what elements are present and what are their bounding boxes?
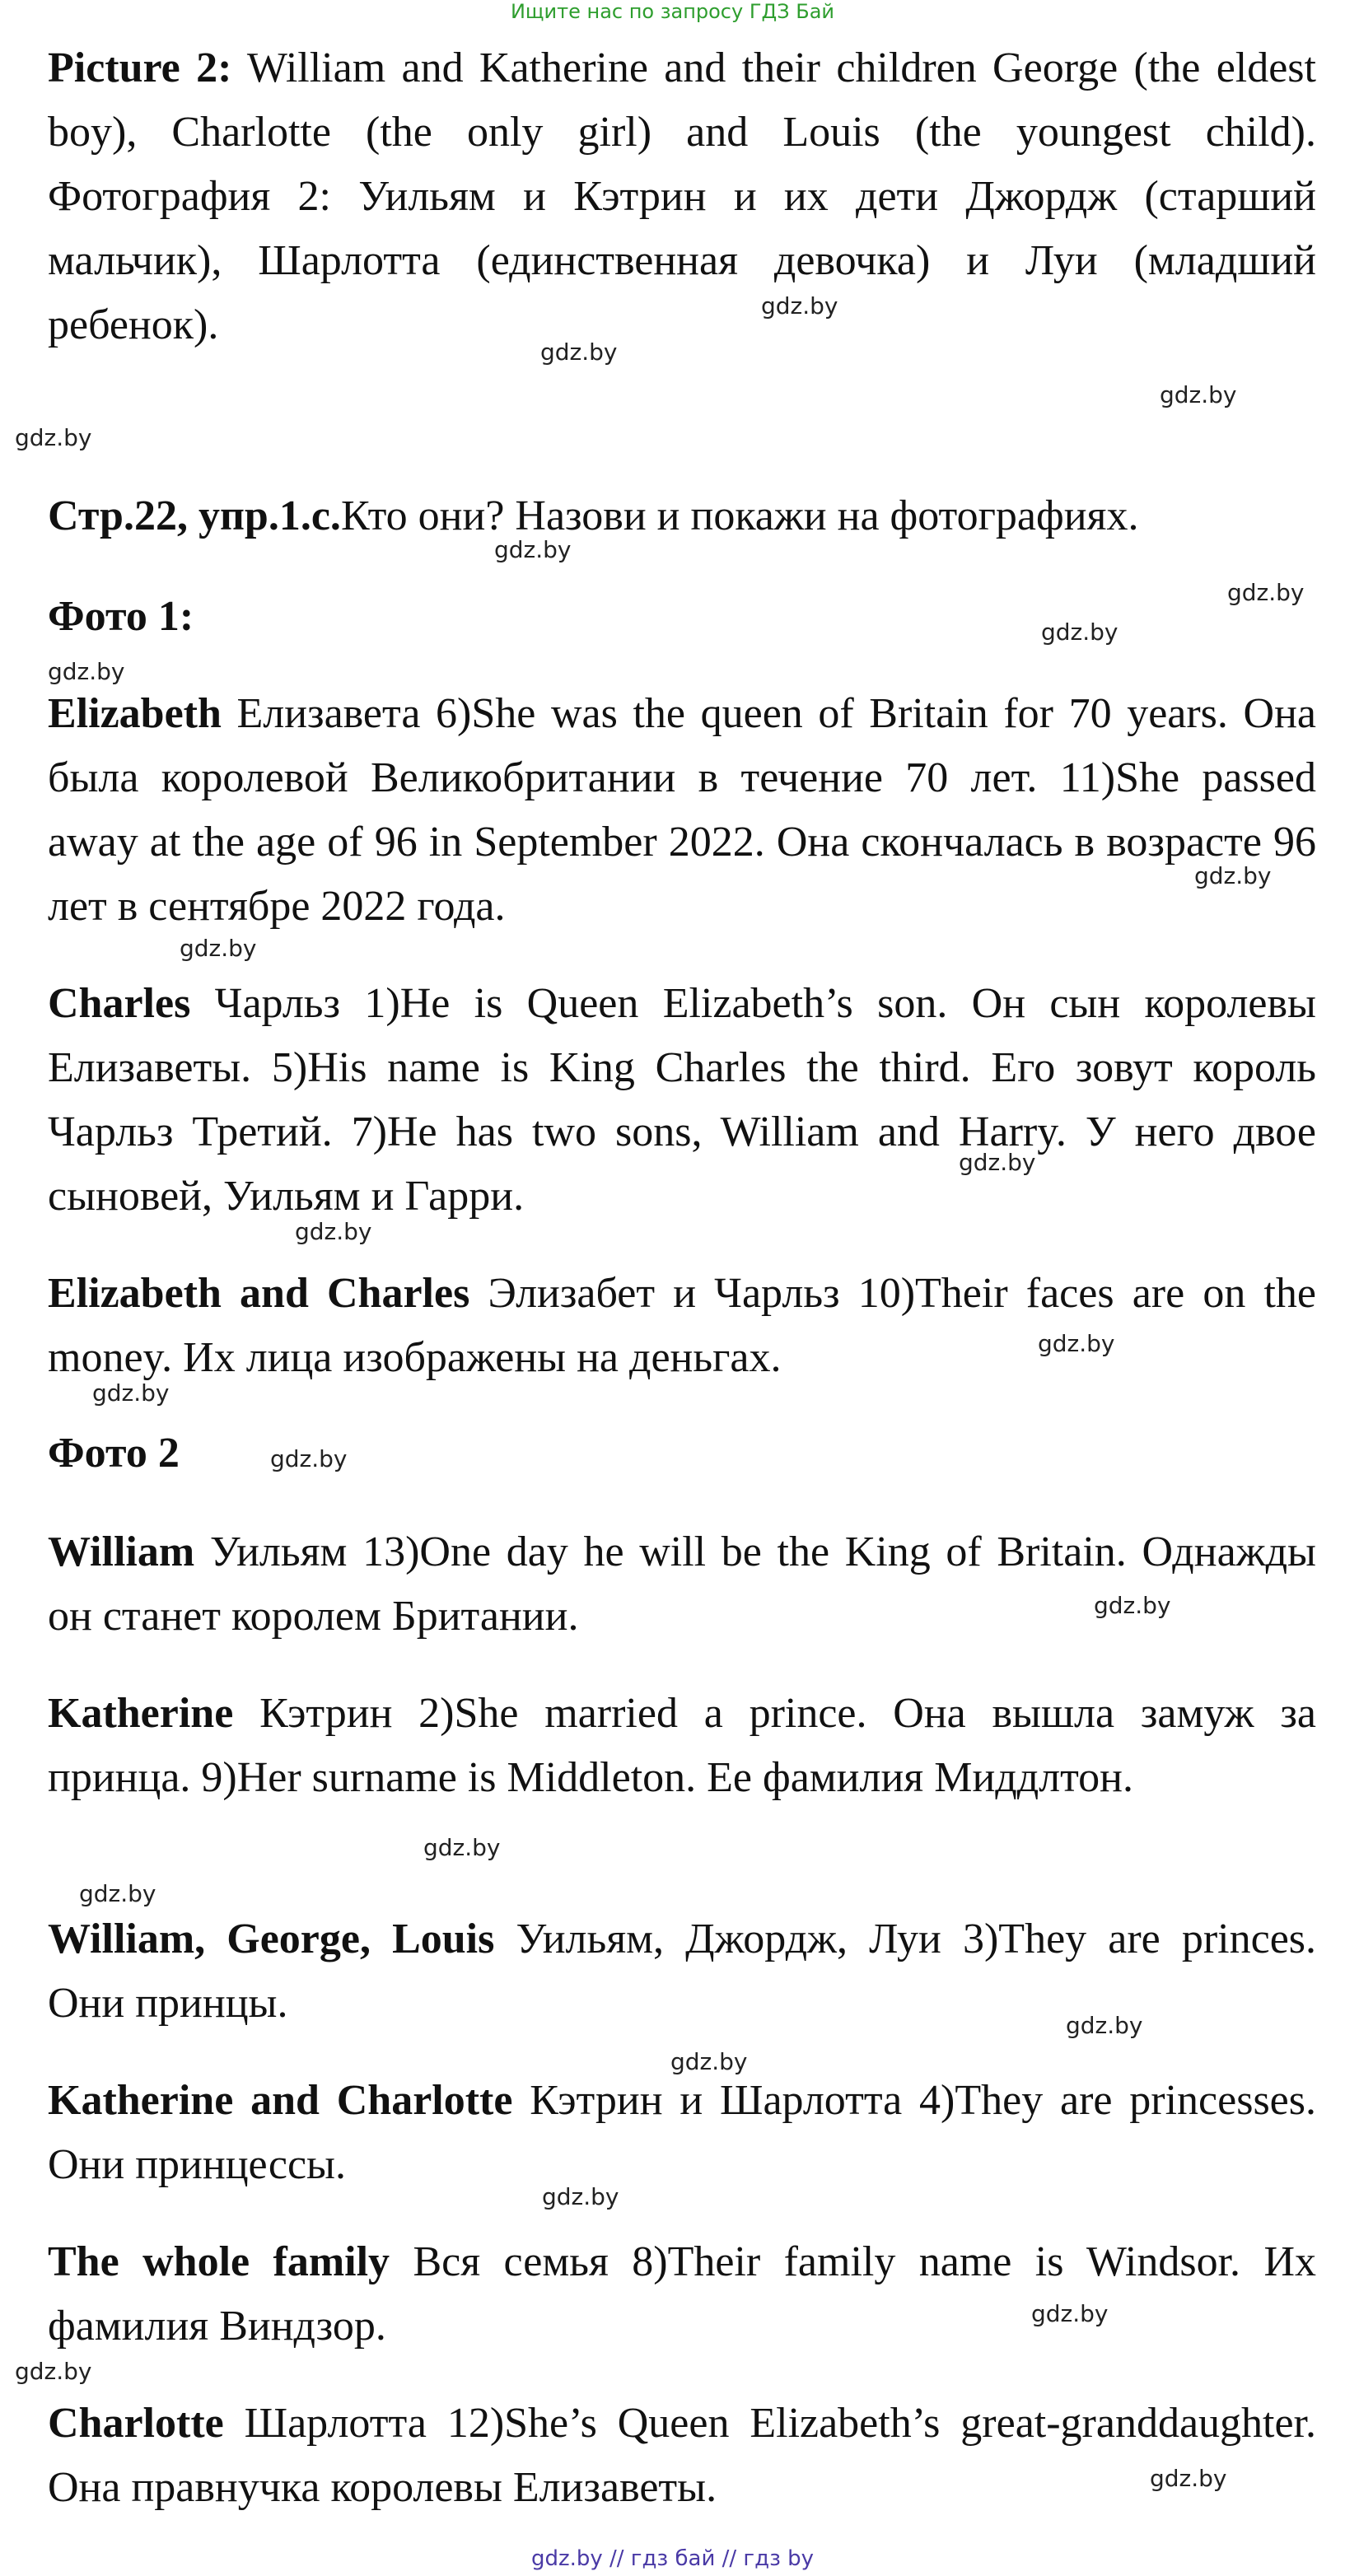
watermark: gdz.by bbox=[295, 1218, 372, 1245]
watermark: gdz.by bbox=[1194, 862, 1272, 889]
entry-paragraph bbox=[48, 2069, 1316, 2197]
entry-paragraph bbox=[48, 972, 1316, 1229]
watermark: gdz.by bbox=[270, 1445, 348, 1472]
bottom-banner: gdz.by // гдз бай // гдз by bbox=[530, 2546, 815, 2571]
watermark: gdz.by bbox=[1094, 1592, 1171, 1619]
entry-text: Кэтрин 2)She married a prince. Она вышла замуж за принца. 9)Her surname is Middleton. Ее фамилия Миддлтон. bbox=[48, 1690, 1316, 1801]
watermark: gdz.by bbox=[1066, 2012, 1143, 2039]
watermark: gdz.by bbox=[540, 338, 618, 366]
watermark: gdz.by bbox=[670, 2048, 748, 2075]
watermark: gdz.by bbox=[1160, 381, 1237, 408]
watermark: gdz.by bbox=[1150, 2465, 1227, 2492]
watermark: gdz.by bbox=[180, 935, 257, 962]
entry-paragraph bbox=[48, 1262, 1316, 1390]
watermark: gdz.by bbox=[959, 1149, 1036, 1176]
watermark: gdz.by bbox=[542, 2183, 619, 2210]
entry-name: William, George, Louis bbox=[48, 1916, 495, 1962]
watermark: gdz.by bbox=[92, 1379, 170, 1407]
photo2-heading: Фото 2 bbox=[48, 1430, 180, 1477]
photo1-heading: Фото 1: bbox=[48, 593, 194, 640]
entry-name: Elizabeth and Charles bbox=[48, 1270, 470, 1317]
entry-text: Уильям 13)One day he will be the King of Britain. Однажды он станет королем Британии. bbox=[48, 1528, 1316, 1640]
watermark: gdz.by bbox=[48, 658, 125, 685]
exercise-label: Стр.22, упр.1.с. bbox=[48, 492, 341, 539]
entry-text: Вся семья 8)Their family name is Windsor. Их фамилия Виндзор. bbox=[48, 2238, 1316, 2350]
entry-text: Элизабет и Чарльз 10)Their faces are on the money. Их лица изображены на деньгах. bbox=[48, 1270, 1316, 1381]
entry-name: The whole family bbox=[48, 2238, 390, 2285]
watermark: gdz.by bbox=[1031, 2300, 1109, 2327]
watermark: gdz.by bbox=[1041, 618, 1118, 646]
watermark: gdz.by bbox=[79, 1880, 156, 1907]
watermark: gdz.by bbox=[761, 292, 838, 320]
watermark: gdz.by bbox=[423, 1834, 501, 1861]
entry-paragraph bbox=[48, 2392, 1316, 2520]
entry-paragraph bbox=[48, 1520, 1316, 1649]
entry-text: Кэтрин и Шарлотта 4)They are princesses. Они принцессы. bbox=[48, 2077, 1316, 2188]
entry-paragraph bbox=[48, 1682, 1316, 1810]
exercise-heading bbox=[48, 489, 1333, 544]
entry-text: Чарльз 1)He is Queen Elizabeth’s son. Он сын королевы Елизаветы. 5)His name is King Charles the third. Его зовут король Чарльз Третий. 7)He has two sons, William and Harry. У него двое сыновей, Уильям и Гарри. bbox=[48, 980, 1316, 1220]
top-banner: Ищите нас по запросу ГДЗ Бай bbox=[510, 0, 835, 23]
entry-name: Charles bbox=[48, 980, 191, 1027]
watermark: gdz.by bbox=[1038, 1330, 1115, 1357]
entry-name: Charlotte bbox=[48, 2400, 224, 2447]
entry-text: Уильям, Джордж, Луи 3)They are princes. Они принцы. bbox=[48, 1916, 1317, 2027]
entry-text: Шарлотта 12)She’s Queen Elizabeth’s great-granddaughter. Она правнучка королевы Елизаветы. bbox=[48, 2400, 1316, 2511]
watermark: gdz.by bbox=[15, 424, 92, 451]
entry-name: Elizabeth bbox=[48, 690, 222, 737]
entry-paragraph bbox=[48, 2230, 1316, 2359]
entry-name: William bbox=[48, 1528, 195, 1575]
watermark: gdz.by bbox=[1227, 579, 1305, 606]
picture2-label: Picture 2: bbox=[48, 44, 232, 91]
watermark: gdz.by bbox=[15, 2358, 92, 2385]
picture2-text: William and Katherine and their children George (the eldest boy), Charlotte (the only girl) and Louis (the youngest child). Фотография 2: Уильям и Кэтрин и их дети Джордж (старший мальчик), Шарлотта (единственная девочка) и Луи (младший ребенок). bbox=[48, 44, 1316, 348]
exercise-text: Кто они? Назови и покажи на фотографиях. bbox=[340, 492, 1139, 539]
entry-text: Елизавета 6)She was the queen of Britain for 70 years. Она была королевой Великобритании в течение 70 лет. 11)She passed away at the age of 96 in September 2022. Она скончалась в возрасте 96 лет в сентябре 2022 года. bbox=[48, 690, 1316, 930]
watermark: gdz.by bbox=[494, 536, 572, 563]
picture2-paragraph bbox=[48, 36, 1316, 357]
entry-name: Katherine bbox=[48, 1690, 234, 1737]
entry-name: Katherine and Charlotte bbox=[48, 2077, 513, 2124]
entry-paragraph bbox=[48, 682, 1316, 939]
